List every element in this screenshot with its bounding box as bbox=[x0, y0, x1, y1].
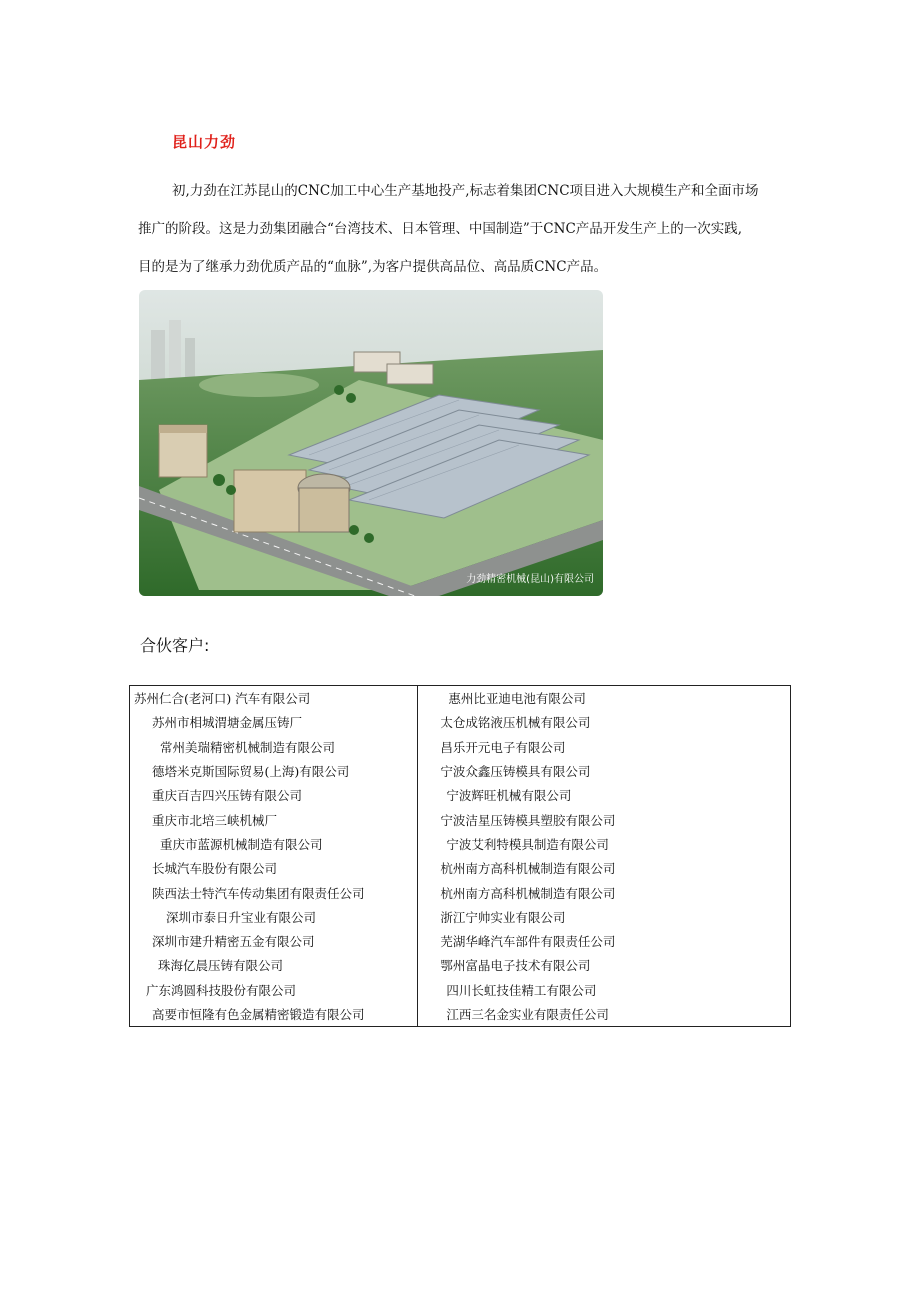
table-row bbox=[130, 880, 791, 904]
table-row bbox=[130, 1002, 791, 1027]
client-name-left: 陕西法士特汽车传动集团有限责任公司 bbox=[130, 880, 418, 904]
client-name-right: 太仓成铭液压机械有限公司 bbox=[418, 710, 791, 734]
table-row bbox=[130, 953, 791, 977]
client-name-left: 珠海亿晨压铸有限公司 bbox=[130, 953, 418, 977]
table-row bbox=[130, 856, 791, 880]
client-name-left: 深圳市建升精密五金有限公司 bbox=[130, 929, 418, 953]
table-row bbox=[130, 807, 791, 831]
client-name-left: 苏州仁合(老河口) 汽车有限公司 bbox=[130, 686, 418, 711]
client-name-right: 杭州南方高科机械制造有限公司 bbox=[418, 880, 791, 904]
table-row bbox=[130, 905, 791, 929]
partners-table bbox=[129, 685, 791, 1027]
client-name-right: 芜湖华峰汽车部件有限责任公司 bbox=[418, 929, 791, 953]
table-row bbox=[130, 686, 791, 711]
client-name-left: 广东鸿圆科技股份有限公司 bbox=[130, 978, 418, 1002]
client-name-left: 深圳市泰日升宝业有限公司 bbox=[130, 905, 418, 929]
client-name-right: 宁波众鑫压铸模具有限公司 bbox=[418, 759, 791, 783]
client-name-left: 重庆百吉四兴压铸有限公司 bbox=[130, 783, 418, 807]
table-row bbox=[130, 710, 791, 734]
factory-aerial-photo bbox=[139, 290, 603, 596]
client-name-left: 苏州市相城渭塘金属压铸厂 bbox=[130, 710, 418, 734]
client-name-right: 宁波洁星压铸模具塑胶有限公司 bbox=[418, 807, 791, 831]
client-name-left: 长城汽车股份有限公司 bbox=[130, 856, 418, 880]
table-row bbox=[130, 832, 791, 856]
client-name-right: 浙江宁帅实业有限公司 bbox=[418, 905, 791, 929]
client-name-right: 杭州南方高科机械制造有限公司 bbox=[418, 856, 791, 880]
paragraph-line-1: 初,力劲在江苏昆山的CNC加工中心生产基地投产,标志着集团CNC项目进入大规模生产和全面市场 bbox=[172, 183, 759, 199]
client-name-right: 宁波艾利特模具制造有限公司 bbox=[418, 832, 791, 856]
client-name-left: 德塔米克斯国际贸易(上海)有限公司 bbox=[130, 759, 418, 783]
client-name-left: 重庆市北培三峡机械厂 bbox=[130, 807, 418, 831]
table-row bbox=[130, 783, 791, 807]
client-name-right: 四川长虹技佳精工有限公司 bbox=[418, 978, 791, 1002]
client-name-right: 鄂州富晶电子技术有限公司 bbox=[418, 953, 791, 977]
table-row bbox=[130, 735, 791, 759]
paragraph-line-2: 推广的阶段。这是力劲集团融合“台湾技术、日本管理、中国制造”于CNC产品开发生产上的一次实践, bbox=[138, 221, 743, 237]
table-row bbox=[130, 929, 791, 953]
client-name-right: 宁波辉旺机械有限公司 bbox=[418, 783, 791, 807]
photo-caption: 力劲精密机械(昆山)有限公司 bbox=[466, 574, 594, 585]
table-row bbox=[130, 978, 791, 1002]
client-name-left: 高要市恒隆有色金属精密锻造有限公司 bbox=[130, 1002, 418, 1027]
client-name-left: 常州美瑞精密机械制造有限公司 bbox=[130, 735, 418, 759]
client-name-right: 昌乐开元电子有限公司 bbox=[418, 735, 791, 759]
table-row bbox=[130, 759, 791, 783]
paragraph-line-3: 目的是为了继承力劲优质产品的“血脉”,为客户提供高品位、高品质CNC产品。 bbox=[138, 259, 608, 275]
client-name-right: 江西三名金实业有限责任公司 bbox=[418, 1002, 791, 1027]
partners-heading: 合伙客户: bbox=[140, 636, 210, 655]
client-name-left: 重庆市蓝源机械制造有限公司 bbox=[130, 832, 418, 856]
section-title: 昆山力劲 bbox=[172, 133, 237, 151]
client-name-right: 惠州比亚迪电池有限公司 bbox=[418, 686, 791, 711]
